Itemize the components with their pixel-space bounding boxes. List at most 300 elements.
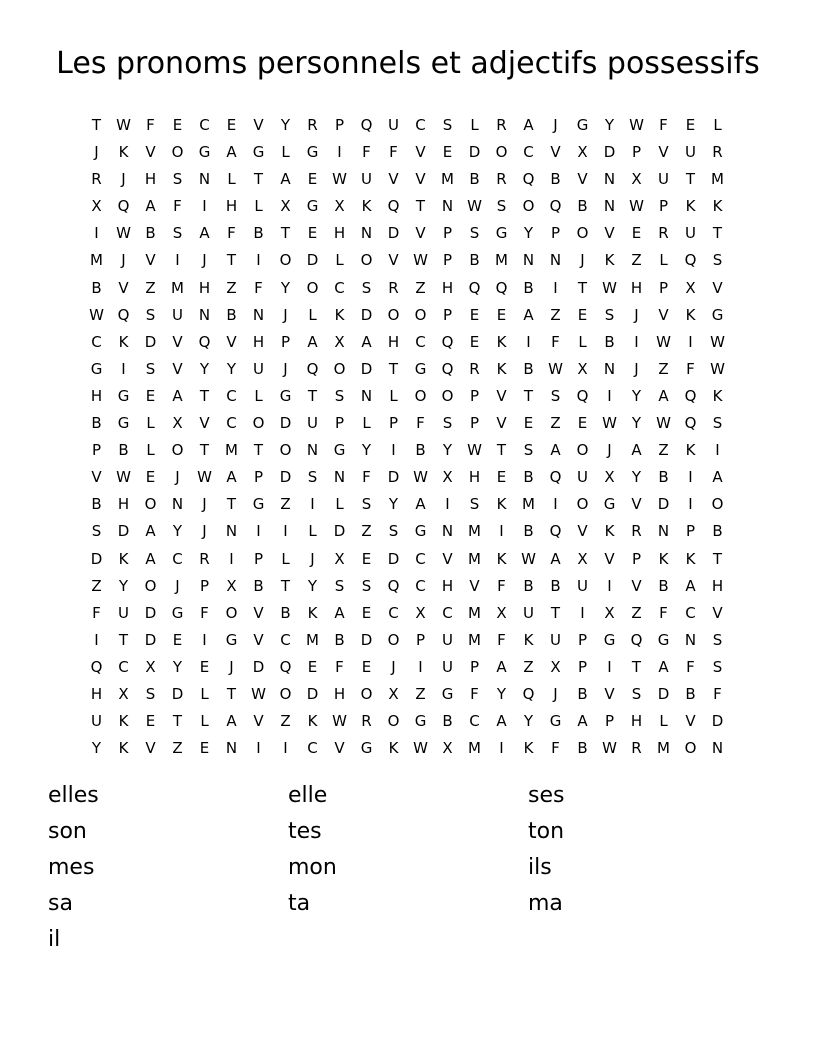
grid-cell: J [121,251,126,270]
grid-cell: V [658,305,669,324]
grid-row [83,112,731,139]
grid-cell: S [604,305,615,324]
grid-cell: F [551,739,560,758]
word-list-item: elles [48,783,99,808]
grid-cell: V [631,576,642,595]
grid-row [83,600,731,627]
grid-cell: X [604,468,615,487]
grid-cell: D [387,224,400,243]
grid-cell: I [715,441,720,460]
grid-cell: V [577,522,588,541]
grid-cell: Y [226,359,237,378]
grid-cell: J [634,305,639,324]
grid-cell: U [361,170,372,189]
grid-cell: Y [631,414,642,433]
grid-cell: N [684,630,697,649]
grid-cell: U [442,630,453,649]
grid-cell: G [117,414,130,433]
grid-cell: T [685,170,696,189]
grid-cell: J [553,684,558,703]
grid-cell: W [467,441,482,460]
grid-cell: I [391,441,396,460]
grid-cell: I [607,657,612,676]
grid-cell: E [361,603,372,622]
grid-cell: S [307,468,318,487]
grid-cell: B [334,630,345,649]
grid-cell: M [468,630,481,649]
grid-cell: A [550,441,561,460]
grid-cell: E [307,657,318,676]
grid-cell: W [467,197,482,216]
grid-cell: P [334,414,345,433]
grid-cell: T [415,197,426,216]
grid-cell: I [526,332,531,351]
grid-cell: N [225,522,238,541]
grid-cell: Q [387,197,400,216]
grid-cell: I [121,359,126,378]
grid-cell: O [441,386,454,405]
grid-cell: V [658,143,669,162]
grid-cell: W [656,414,671,433]
grid-cell: A [577,712,588,731]
grid-cell: M [225,441,238,460]
grid-cell: E [442,143,453,162]
grid-cell: J [202,495,207,514]
grid-cell: A [145,197,156,216]
grid-cell: Y [280,278,291,297]
grid-cell: X [442,468,453,487]
grid-cell: C [415,116,426,134]
grid-cell: X [334,332,345,351]
grid-cell: P [469,414,480,433]
grid-cell: A [361,332,372,351]
grid-cell: A [523,305,534,324]
grid-cell: G [117,386,130,405]
grid-cell: G [414,359,427,378]
grid-cell: S [442,116,453,134]
grid-cell: L [200,684,209,703]
grid-cell: I [94,630,99,649]
grid-cell: K [496,549,507,568]
grid-cell: O [252,414,265,433]
grid-cell: W [548,359,563,378]
grid-row [83,437,731,464]
word-list [48,778,768,958]
grid-cell: V [496,386,507,405]
grid-cell: W [710,332,725,351]
grid-cell: D [360,630,373,649]
grid-row [83,356,731,383]
grid-cell: I [688,332,693,351]
grid-row [83,302,731,329]
grid-cell: E [145,468,156,487]
grid-cell: M [468,522,481,541]
grid-cell: L [389,386,398,405]
grid-cell: E [199,739,210,758]
grid-cell: O [360,251,373,270]
grid-cell: Q [117,197,130,216]
grid-cell: W [629,116,644,134]
grid-cell: I [553,278,558,297]
grid-cell: Q [495,278,508,297]
grid-cell: K [685,549,696,568]
word-list-item: sa [48,891,73,916]
grid-cell: V [604,224,615,243]
grid-cell: U [388,116,399,134]
grid-cell: O [414,305,427,324]
grid-cell: B [523,468,534,487]
grid-cell: S [91,522,102,541]
grid-row [83,193,731,220]
grid-cell: V [91,468,102,487]
grid-cell: B [604,332,615,351]
grid-cell: M [468,603,481,622]
grid-cell: F [200,603,209,622]
grid-cell: O [360,684,373,703]
grid-cell: P [658,197,669,216]
grid-cell: Q [441,359,454,378]
grid-cell: W [116,468,131,487]
grid-cell: X [685,278,696,297]
grid-cell: T [388,359,399,378]
grid-cell: G [198,143,211,162]
grid-cell: Q [684,386,697,405]
grid-cell: Z [172,739,183,758]
grid-cell: R [496,170,507,189]
grid-cell: C [415,576,426,595]
grid-cell: F [416,414,425,433]
grid-cell: T [577,278,588,297]
grid-cell: X [172,414,183,433]
grid-cell: O [387,630,400,649]
grid-cell: O [144,576,157,595]
grid-cell: C [415,549,426,568]
grid-cell: V [334,739,345,758]
grid-cell: Z [631,251,642,270]
grid-cell: F [173,197,182,216]
grid-cell: X [118,684,129,703]
grid-cell: D [306,251,319,270]
grid-cell: V [712,278,723,297]
grid-cell: B [577,197,588,216]
grid-cell: A [415,495,426,514]
grid-cell: V [496,414,507,433]
grid-cell: S [361,278,372,297]
grid-cell: Z [415,684,426,703]
grid-row [83,329,731,356]
grid-cell: U [685,224,696,243]
grid-cell: B [253,224,264,243]
grid-cell: P [199,576,210,595]
grid-cell: O [279,684,292,703]
grid-cell: A [226,468,237,487]
grid-cell: M [468,739,481,758]
grid-cell: Z [550,305,561,324]
grid-cell: B [469,251,480,270]
grid-cell: I [688,468,693,487]
grid-cell: E [496,468,507,487]
grid-cell: S [712,251,723,270]
grid-row [83,383,731,410]
grid-cell: C [442,603,453,622]
grid-cell: D [144,630,157,649]
grid-cell: W [332,712,347,731]
grid-cell: L [659,251,668,270]
grid-cell: T [118,630,129,649]
grid-cell: B [523,522,534,541]
grid-cell: O [387,712,400,731]
grid-cell: X [145,657,156,676]
grid-cell: U [91,712,102,731]
grid-cell: B [226,305,237,324]
grid-cell: F [362,468,371,487]
grid-row [83,220,731,247]
grid-cell: E [577,414,588,433]
grid-cell: K [685,197,696,216]
grid-cell: J [391,657,396,676]
grid-cell: Z [280,712,291,731]
grid-cell: M [522,495,535,514]
grid-cell: Y [631,468,642,487]
grid-cell: C [199,116,210,134]
grid-cell: L [227,170,236,189]
grid-cell: M [495,251,508,270]
grid-cell: Z [91,576,102,595]
grid-cell: W [710,359,725,378]
grid-cell: D [279,414,292,433]
grid-cell: E [199,657,210,676]
grid-cell: M [90,251,103,270]
grid-row [83,410,731,437]
grid-cell: Y [442,441,453,460]
grid-cell: G [711,305,724,324]
grid-cell: Y [523,224,534,243]
grid-cell: V [172,359,183,378]
grid-row [83,464,731,491]
grid-cell: V [172,332,183,351]
grid-cell: Q [630,630,643,649]
grid-cell: A [712,468,723,487]
grid-cell: K [496,332,507,351]
grid-cell: R [199,549,210,568]
grid-cell: P [550,224,561,243]
grid-cell: X [280,197,291,216]
grid-cell: Y [91,739,102,758]
grid-cell: J [553,116,558,134]
grid-cell: A [658,386,669,405]
grid-cell: D [144,603,157,622]
grid-cell: N [441,197,454,216]
grid-cell: P [469,386,480,405]
grid-cell: P [577,630,588,649]
grid-cell: P [469,657,480,676]
grid-cell: K [712,197,723,216]
grid-cell: V [712,603,723,622]
grid-cell: K [118,739,129,758]
grid-cell: X [577,359,588,378]
grid-cell: A [199,224,210,243]
grid-cell: F [254,278,263,297]
grid-cell: G [171,603,184,622]
grid-cell: B [118,441,129,460]
grid-cell: S [334,386,345,405]
grid-cell: W [656,332,671,351]
grid-cell: G [225,630,238,649]
grid-cell: Y [388,495,399,514]
grid-cell: F [659,116,668,134]
grid-cell: E [523,414,534,433]
grid-cell: X [334,197,345,216]
grid-cell: N [306,441,319,460]
grid-cell: I [553,495,558,514]
grid-cell: U [550,630,561,649]
grid-cell: X [550,657,561,676]
grid-cell: O [495,143,508,162]
grid-cell: Y [631,386,642,405]
grid-cell: I [634,332,639,351]
grid-cell: G [306,197,319,216]
grid-cell: F [551,332,560,351]
grid-cell: B [442,712,453,731]
grid-cell: Z [658,359,669,378]
grid-cell: B [91,278,102,297]
grid-cell: R [91,170,102,189]
grid-cell: Y [523,712,534,731]
grid-cell: B [712,522,723,541]
grid-cell: A [550,549,561,568]
grid-cell: D [657,684,670,703]
grid-cell: Y [118,576,129,595]
grid-cell: V [253,116,264,134]
grid-cell: L [335,495,344,514]
grid-cell: O [522,197,535,216]
grid-cell: P [442,305,453,324]
grid-cell: O [684,739,697,758]
grid-cell: K [496,495,507,514]
grid-cell: N [360,386,373,405]
grid-cell: F [335,657,344,676]
grid-cell: A [172,386,183,405]
grid-cell: W [116,116,131,134]
grid-cell: K [685,305,696,324]
grid-cell: H [333,684,346,703]
grid-cell: C [334,278,345,297]
grid-cell: D [279,468,292,487]
grid-cell: F [470,684,479,703]
grid-cell: V [145,251,156,270]
grid-cell: Z [145,278,156,297]
grid-cell: C [469,712,480,731]
grid-cell: K [388,739,399,758]
grid-cell: F [686,359,695,378]
grid-cell: I [202,630,207,649]
word-list-item: elle [288,783,328,808]
grid-cell: F [92,603,101,622]
grid-cell: P [658,278,669,297]
grid-cell: J [283,305,288,324]
grid-cell: H [225,197,238,216]
grid-cell: B [523,278,534,297]
grid-cell: H [468,468,481,487]
grid-cell: P [604,712,615,731]
grid-row [83,139,731,166]
grid-cell: N [252,305,265,324]
grid-cell: S [631,684,642,703]
grid-cell: U [253,359,264,378]
grid-cell: U [523,603,534,622]
grid-cell: I [607,386,612,405]
grid-cell: E [145,712,156,731]
grid-cell: H [144,170,157,189]
grid-cell: S [361,495,372,514]
grid-cell: K [334,305,345,324]
grid-cell: Z [415,278,426,297]
grid-cell: N [603,359,616,378]
grid-cell: S [145,684,156,703]
grid-cell: D [360,305,373,324]
grid-cell: Q [360,116,373,134]
grid-cell: V [415,143,426,162]
grid-cell: I [310,495,315,514]
grid-cell: G [306,143,319,162]
grid-cell: C [91,332,102,351]
grid-row [83,275,731,302]
grid-cell: D [711,712,724,731]
grid-cell: X [631,170,642,189]
grid-cell: Z [361,522,372,541]
grid-cell: O [171,143,184,162]
grid-cell: H [387,332,400,351]
grid-cell: B [253,576,264,595]
grid-cell: T [226,251,237,270]
grid-cell: R [469,359,480,378]
word-list-item: ta [288,891,311,916]
grid-cell: P [388,414,399,433]
grid-cell: F [227,224,236,243]
grid-cell: J [607,441,612,460]
grid-cell: K [118,549,129,568]
grid-cell: Q [468,278,481,297]
grid-cell: H [441,278,454,297]
grid-cell: V [199,414,210,433]
grid-cell: G [414,522,427,541]
word-search-grid [83,112,731,762]
grid-cell: O [144,495,157,514]
grid-cell: Q [549,522,562,541]
grid-cell: G [576,116,589,134]
grid-cell: G [603,495,616,514]
grid-cell: I [175,251,180,270]
grid-cell: J [229,657,234,676]
grid-cell: Y [172,657,183,676]
grid-cell: A [280,170,291,189]
grid-cell: P [415,630,426,649]
grid-cell: G [414,712,427,731]
grid-cell: E [307,224,318,243]
grid-cell: Q [522,684,535,703]
grid-cell: V [388,251,399,270]
grid-cell: S [172,170,183,189]
grid-cell: T [253,170,264,189]
grid-cell: L [470,116,479,134]
grid-cell: P [442,251,453,270]
grid-row [83,546,731,573]
grid-cell: F [659,603,668,622]
grid-cell: S [388,522,399,541]
grid-cell: A [226,712,237,731]
grid-cell: N [711,739,724,758]
grid-cell: C [415,332,426,351]
